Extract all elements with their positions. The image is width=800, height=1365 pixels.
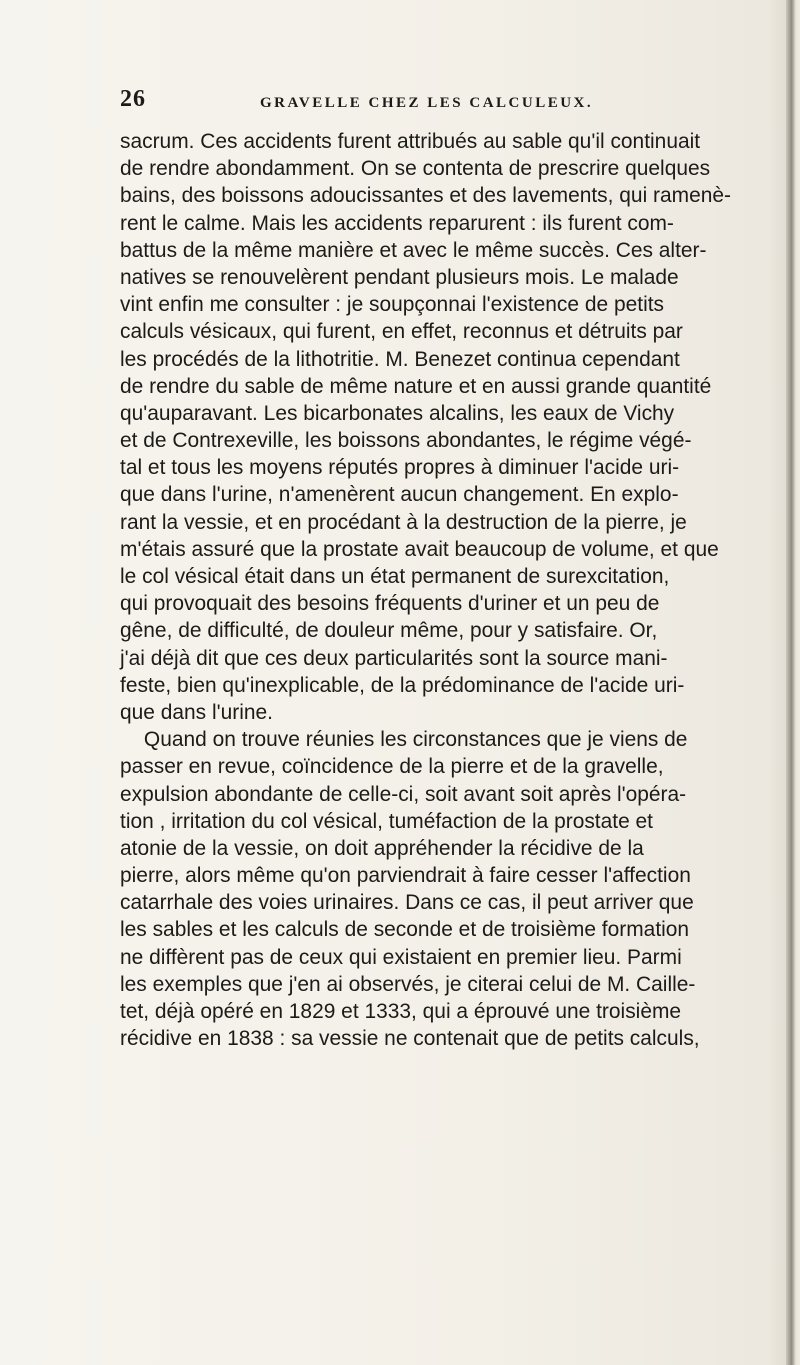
text-line: les procédés de la lithotritie. M. Benezet continua cependant	[120, 347, 680, 371]
text-line: rant la vessie, et en procédant à la destruction de la pierre, je	[120, 510, 687, 534]
text-line: battus de la même manière et avec le même succès. Ces alter-	[120, 238, 707, 262]
text-line: et de Contrexeville, les boissons abondantes, le régime végé-	[120, 429, 692, 453]
text-line: les exemples que j'en ai observés, je citerai celui de M. Caille-	[120, 972, 696, 996]
text-line: de rendre du sable de même nature et en aussi grande quantité	[120, 374, 712, 398]
text-line: bains, des boissons adoucissantes et des lavements, qui ramenè-	[120, 184, 732, 208]
text-line: calculs vésicaux, qui furent, en effet, reconnus et détruits par	[120, 320, 683, 344]
text-line: vint enfin me consulter : je soupçonnai l'existence de petits	[120, 293, 665, 317]
running-title: GRAVELLE CHEZ LES CALCULEUX.	[260, 95, 594, 111]
text-line: le col vésical était dans un état permanent de surexcitation,	[120, 565, 670, 588]
text-line: j'ai déjà dit que ces deux particularités sont la source mani-	[120, 646, 668, 670]
text-line: natives se renouvelèrent pendant plusieurs mois. Le malade	[120, 265, 679, 289]
text-line: feste, bien qu'inexplicable, de la prédominance de l'acide uri-	[120, 673, 685, 697]
text-line: récidive en 1838 : sa vessie ne contenait que de petits calculs,	[120, 1027, 700, 1051]
text-line: qu'auparavant. Les bicarbonates alcalins, les eaux de Vichy	[120, 401, 675, 425]
text-line: tion , irritation du col vésical, tuméfaction de la prostate et	[120, 809, 654, 833]
body-text	[120, 128, 790, 1052]
text-line: pierre, alors même qu'on parviendrait à faire cesser l'affection	[120, 864, 691, 888]
text-line: sacrum. Ces accidents furent attribués au sable qu'il continuait	[120, 130, 701, 153]
text-line: ne diffèrent pas de ceux qui existaient en premier lieu. Parmi	[120, 945, 682, 969]
text-line: qui provoquait des besoins fréquents d'uriner et un peu de	[120, 592, 660, 616]
text-line: passer en revue, coïncidence de la pierre et de la gravelle,	[120, 755, 664, 779]
page-number: 26	[120, 86, 146, 112]
text-line: catarrhale des voies urinaires. Dans ce cas, il peut arriver que	[120, 891, 694, 915]
text-line: gêne, de difficulté, de douleur même, pour y satisfaire. Or,	[120, 619, 658, 643]
page-edge	[786, 0, 800, 1365]
text-line: les sables et les calculs de seconde et de troisième formation	[120, 918, 690, 942]
text-line: de rendre abondamment. On se contenta de prescrire quelques	[120, 157, 711, 181]
text-line: tet, déjà opéré en 1829 et 1333, qui a éprouvé une troisième	[120, 1000, 682, 1023]
text-line: m'étais assuré que la prostate avait beaucoup de volume, et que	[120, 537, 719, 561]
text-line: atonie de la vessie, on doit appréhender la récidive de la	[120, 836, 644, 860]
paragraph-start-line: Quand on trouve réunies les circonstances que je viens de	[143, 728, 688, 752]
text-line: expulsion abondante de celle-ci, soit avant soit après l'opéra-	[120, 782, 687, 806]
text-line: tal et tous les moyens réputés propres à diminuer l'acide uri-	[120, 456, 680, 480]
text-line: que dans l'urine.	[120, 700, 273, 724]
text-line: rent le calme. Mais les accidents reparurent : ils furent com-	[120, 211, 674, 235]
text-line: que dans l'urine, n'amenèrent aucun changement. En explo-	[120, 483, 679, 507]
